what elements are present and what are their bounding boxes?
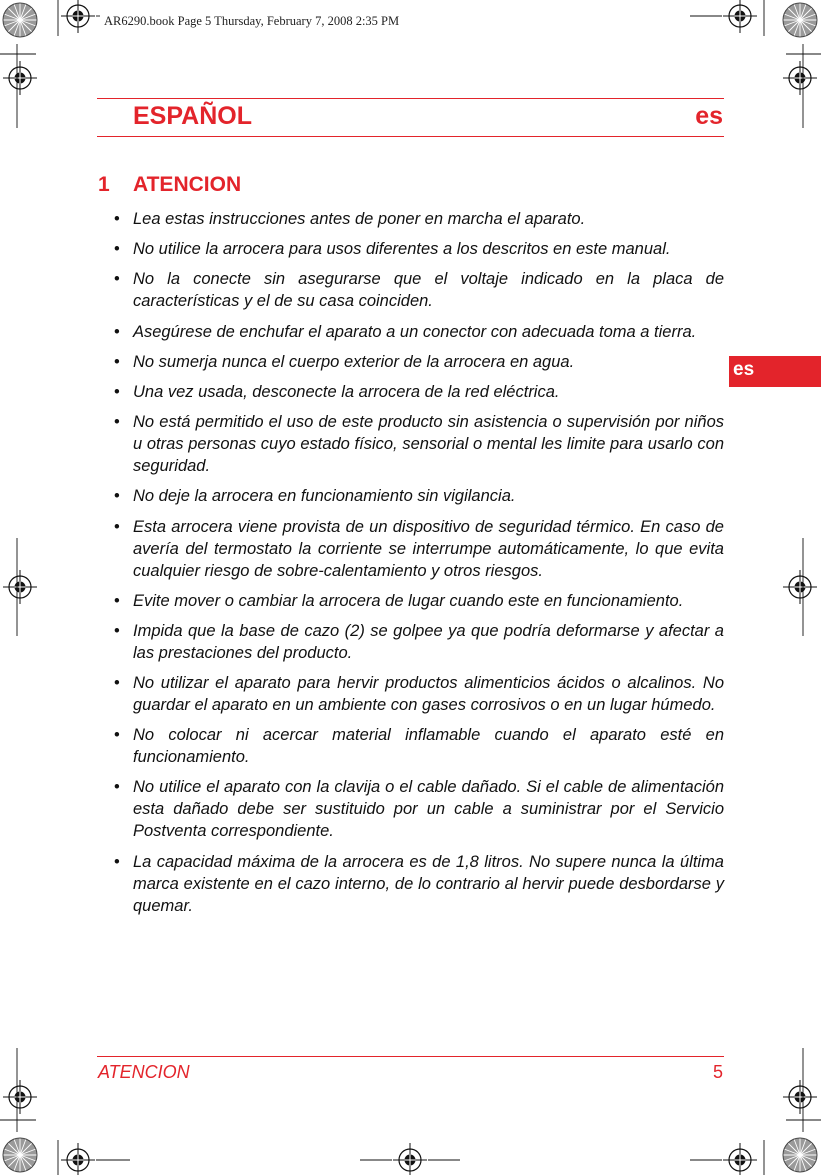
list-item: • La capacidad máxima de la arrocera es de 1,8 litros. No supere nunca la última marca existente en el cazo interno, de lo contrario al hervir puede desbordarse y quemar. <box>133 851 724 917</box>
list-item: • Esta arrocera viene provista de un dispositivo de seguridad térmico. En caso de avería del termostato la corriente se interrumpe automáticamente, lo que evita cualquier riesgo de sobre-calentamiento y otros riesgos. <box>133 516 724 582</box>
registration-mark <box>61 0 95 33</box>
list-item: • No deje la arrocera en funcionamiento sin vigilancia. <box>133 485 724 507</box>
registration-mark <box>723 1143 757 1175</box>
registration-mark <box>783 570 817 604</box>
language-code: es <box>695 102 723 130</box>
list-item: • No utilice el aparato con la clavija o el cable dañado. Si el cable de alimentación esta dañado debe ser sustituido por un cable a suministrar por el Servicio Postventa correspondiente. <box>133 776 724 842</box>
warning-list <box>133 208 724 925</box>
language-side-tab <box>729 356 821 387</box>
print-slug: AR6290.book Page 5 Thursday, February 7, 2008 2:35 PM <box>104 14 400 28</box>
registration-mark <box>3 1080 37 1114</box>
section-title: ATENCION <box>133 173 242 196</box>
list-item: • No sumerja nunca el cuerpo exterior de la arrocera en agua. <box>133 351 724 373</box>
registration-mark <box>783 1080 817 1114</box>
registration-mark <box>3 570 37 604</box>
language-title: ESPAÑOL <box>133 102 252 130</box>
list-item: • Impida que la base de cazo (2) se golpee ya que podría deformarse y afectar a las prestaciones del producto. <box>133 620 724 664</box>
list-item: • No está permitido el uso de este producto sin asistencia o supervisión por niños u otras personas cuyo estado físico, sensorial o mental les limite para usarlo con seguridad. <box>133 411 724 477</box>
header-rule-bottom <box>97 136 724 137</box>
starburst-mark-bottom-left <box>3 1138 37 1172</box>
starburst-mark-top-right <box>783 3 817 37</box>
list-item: • No utilice la arrocera para usos diferentes a los descritos en este manual. <box>133 238 724 260</box>
list-item: • Una vez usada, desconecte la arrocera de la red eléctrica. <box>133 381 724 403</box>
starburst-mark-top-left <box>3 3 37 37</box>
registration-mark <box>723 0 757 33</box>
registration-mark <box>393 1143 427 1175</box>
registration-mark <box>61 1143 95 1175</box>
list-item: • Asegúrese de enchufar el aparato a un conector con adecuada toma a tierra. <box>133 321 724 343</box>
list-item: • Evite mover o cambiar la arrocera de lugar cuando este en funcionamiento. <box>133 590 724 612</box>
registration-mark <box>3 61 37 95</box>
footer-rule <box>97 1056 724 1057</box>
section-number: 1 <box>98 173 110 196</box>
list-item: • No colocar ni acercar material inflamable cuando el aparato esté en funcionamiento. <box>133 724 724 768</box>
header-rule-top <box>97 98 724 99</box>
starburst-mark-bottom-right <box>783 1138 817 1172</box>
page-number: 5 <box>712 1062 723 1082</box>
list-item: • Lea estas instrucciones antes de poner en marcha el aparato. <box>133 208 724 230</box>
registration-mark <box>783 61 817 95</box>
language-side-tab-label: es <box>733 359 755 380</box>
list-item: • No la conecte sin asegurarse que el voltaje indicado en la placa de características y el de su casa coinciden. <box>133 268 724 312</box>
footer-section-name: ATENCION <box>98 1062 190 1082</box>
list-item: • No utilizar el aparato para hervir productos alimenticios ácidos o alcalinos. No guardar el aparato en un ambiente con gases corrosivos o en un lugar húmedo. <box>133 672 724 716</box>
